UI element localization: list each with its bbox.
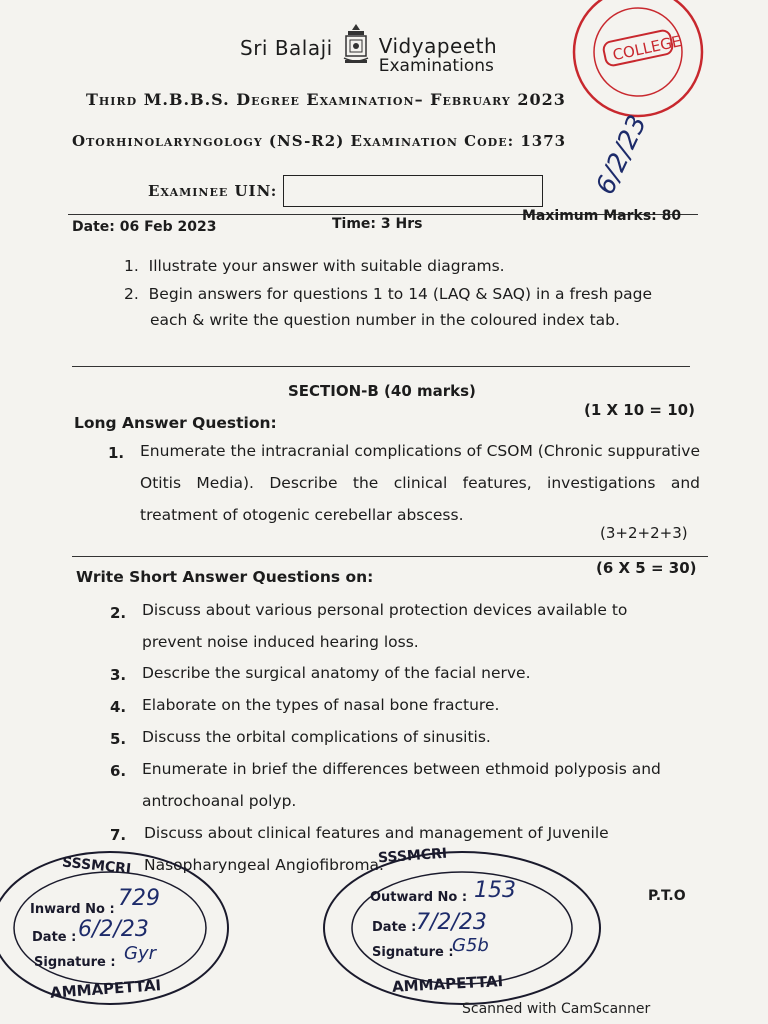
inward-date-label: Date : bbox=[32, 930, 77, 945]
inward-place: AMMAPETTAI bbox=[49, 976, 162, 1002]
question-number: 5. bbox=[110, 730, 127, 748]
outward-signature-value: G5b bbox=[452, 935, 489, 956]
question-4-text: Elaborate on the types of nasal bone fracture. bbox=[142, 696, 500, 714]
outward-place: AMMAPETTAI bbox=[391, 972, 504, 996]
exam-title: Third M.B.B.S. Degree Examination– February 2023 bbox=[86, 90, 566, 109]
question-3-text: Describe the surgical anatomy of the facial nerve. bbox=[142, 664, 531, 682]
inward-date-value: 6/2/23 bbox=[78, 917, 149, 942]
university-crest-icon bbox=[341, 22, 371, 66]
uin-input-box[interactable] bbox=[283, 175, 543, 207]
uin-row bbox=[148, 175, 543, 207]
max-marks: Maximum Marks: 80 bbox=[522, 208, 682, 224]
outward-date-label: Date : bbox=[372, 920, 417, 935]
saq-marks: (6 X 5 = 30) bbox=[596, 559, 697, 577]
uin-label: Examinee UIN: bbox=[148, 182, 278, 200]
question-number: 4. bbox=[110, 698, 127, 716]
laq-marks: (1 X 10 = 10) bbox=[584, 401, 695, 419]
question-5-text: Discuss the orbital complications of sinusitis. bbox=[142, 728, 491, 746]
inward-no-label: Inward No : bbox=[30, 902, 115, 917]
college-badge: COLLEGE bbox=[611, 32, 683, 65]
question-number: 1. bbox=[108, 444, 125, 462]
inward-no-value: 729 bbox=[118, 886, 160, 911]
exam-time: Time: 3 Hrs bbox=[332, 216, 423, 232]
exam-date: Date: 06 Feb 2023 bbox=[72, 219, 217, 235]
instruction-2-cont: each & write the question number in the coloured index tab. bbox=[150, 311, 620, 329]
university-name-part1: Sri Balaji bbox=[240, 36, 333, 60]
college-stamp-date: 6/2/23 bbox=[590, 110, 654, 200]
outward-org: SSSMCRI bbox=[377, 845, 448, 867]
exam-subject: Otorhinolaryngology (NS-R2) Examination Code: 1373 bbox=[72, 132, 567, 150]
university-name-part2: Vidyapeeth bbox=[378, 34, 498, 58]
inward-org: SSSMCRI bbox=[61, 854, 132, 878]
instruction-1: 1. Illustrate your answer with suitable diagrams. bbox=[124, 257, 505, 275]
laq-mark-split: (3+2+2+3) bbox=[600, 524, 688, 542]
pto-label: P.T.O bbox=[648, 888, 686, 904]
question-number: 6. bbox=[110, 762, 127, 780]
question-7-text: Discuss about clinical features and management of Juvenile Nasopharyngeal Angiofibroma. bbox=[144, 824, 609, 874]
outward-no-label: Outward No : bbox=[370, 890, 468, 905]
question-number: 2. bbox=[110, 604, 127, 622]
college-seal-icon bbox=[560, 0, 710, 120]
inward-signature-value: Gyr bbox=[124, 943, 157, 964]
saq-heading: Write Short Answer Questions on: bbox=[76, 568, 374, 586]
question-2-text: Discuss about various personal protection devices available to prevent noise induced hearing loss. bbox=[142, 601, 628, 651]
instruction-2: 2. Begin answers for questions 1 to 14 (LAQ & SAQ) in a fresh page bbox=[124, 285, 653, 303]
section-rule-mid bbox=[72, 556, 708, 557]
section-rule-top bbox=[72, 366, 690, 367]
outward-date-value: 7/2/23 bbox=[416, 910, 487, 935]
examinations-label: Examinations bbox=[378, 56, 494, 76]
question-1-text: Enumerate the intracranial complications of CSOM (Chronic suppurative Otitis Media). Describe the clinical features, investigations and treatment of otogenic cerebellar abscess. bbox=[140, 442, 700, 524]
outward-no-value: 153 bbox=[474, 878, 516, 903]
university-header bbox=[240, 22, 497, 75]
inward-signature-label: Signature : bbox=[34, 955, 116, 970]
scanner-watermark: Scanned with CamScanner bbox=[462, 1001, 651, 1017]
outward-signature-label: Signature : bbox=[372, 945, 454, 960]
question-number: 3. bbox=[110, 666, 127, 684]
laq-heading: Long Answer Question: bbox=[74, 414, 277, 432]
question-number: 7. bbox=[110, 826, 127, 844]
question-6-text: Enumerate in brief the differences between ethmoid polyposis and antrochoanal polyp. bbox=[142, 760, 661, 810]
section-title: SECTION-B (40 marks) bbox=[288, 382, 476, 400]
